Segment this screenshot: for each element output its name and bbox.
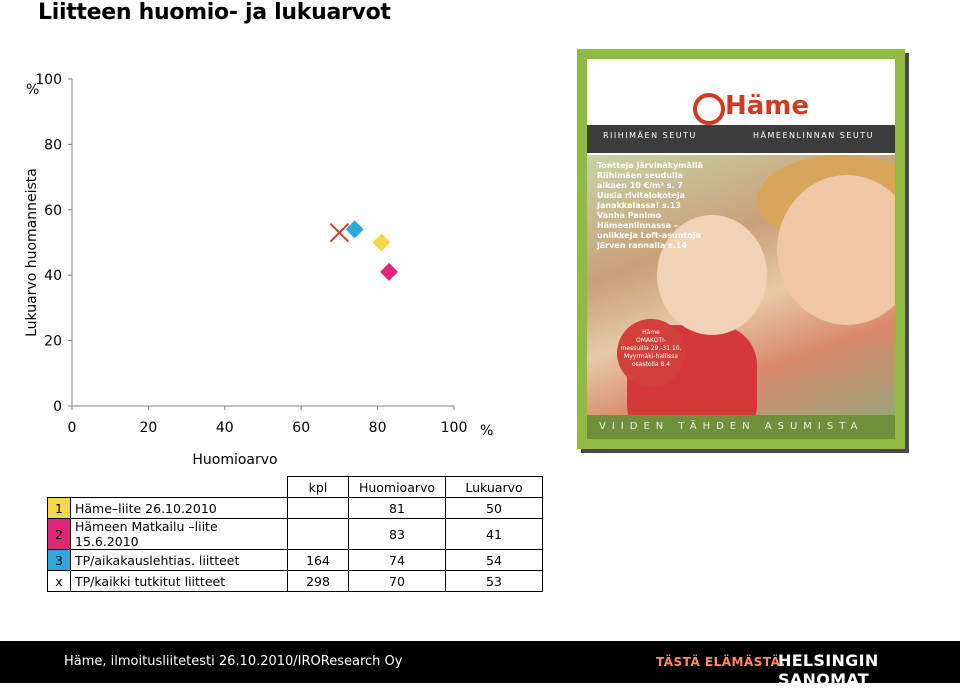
cover-photo (587, 155, 895, 415)
x-tick-label: 60 (292, 420, 311, 436)
footer-slogan: TÄSTÄ ELÄMÄSTÄ. (656, 655, 786, 669)
y-tick-label: 40 (44, 268, 62, 285)
column-header-huomioarvo: Huomioarvo (349, 477, 446, 498)
y-tick-label: 100 (35, 72, 62, 88)
cover-inner (587, 59, 895, 439)
magazine-cover (577, 49, 905, 449)
table-header-row (48, 477, 543, 498)
scatter-point-diamond (346, 220, 364, 238)
row-kpl (288, 498, 349, 519)
column-header-lukuarvo: Lukuarvo (446, 477, 543, 498)
page-footer (0, 641, 960, 689)
badge-line: Häme (642, 329, 660, 336)
table-row (48, 498, 543, 519)
cover-headline: järven rannalla s.14 (597, 241, 687, 250)
row-lukuarvo: 53 (446, 571, 543, 592)
y-axis-title: Lukuarvo huomanneista (24, 168, 40, 337)
row-lukuarvo: 50 (446, 498, 543, 519)
y-tick-label: 20 (44, 333, 62, 350)
row-huomioarvo: 74 (349, 550, 446, 571)
row-huomioarvo: 81 (349, 498, 446, 519)
footer-source: Häme, ilmoitusliitetesti 26.10.2010/IROResearch Oy (64, 654, 403, 669)
cover-logo: Häme (725, 91, 810, 121)
x-unit-label: % (480, 423, 494, 439)
hame-logo-icon (693, 93, 725, 125)
badge-line: messuilla 29.-31.10. (620, 345, 682, 352)
row-lukuarvo: 41 (446, 519, 543, 550)
cover-header (587, 59, 895, 155)
row-key: x (48, 571, 71, 592)
y-tick-label: 0 (53, 399, 62, 415)
y-tick-label: 60 (44, 202, 62, 219)
row-key: 1 (48, 498, 71, 519)
cover-headlines (597, 161, 703, 251)
results-table (47, 476, 543, 592)
scatter-chart (0, 40, 540, 480)
badge-line: Myyrmäki-hallissa (624, 353, 678, 360)
row-kpl (288, 519, 349, 550)
cover-band (587, 125, 895, 153)
x-tick-label: 40 (215, 420, 234, 436)
page-title: Liitteen huomio- ja lukuarvot (38, 0, 391, 25)
cover-band-right: HÄMEENLINNAN SEUTU (753, 131, 874, 140)
cover-badge (617, 319, 685, 387)
cover-footer (587, 415, 895, 439)
table-row (48, 571, 543, 592)
row-huomioarvo: 83 (349, 519, 446, 550)
badge-line: OMAKOTI- (636, 337, 666, 344)
cover-headline: Uusia rivitalokoteja (597, 191, 685, 200)
scatter-point-diamond (380, 263, 398, 281)
cover-headline: Janakkalassa! s.13 (597, 201, 681, 210)
row-name: Häme–liite 26.10.2010 (71, 498, 288, 519)
x-tick-label: 80 (368, 420, 387, 436)
x-tick-label: 0 (67, 420, 77, 436)
badge-line: osastolla 8.4 (631, 361, 671, 368)
cover-band-left: RIIHIMÄEN SEUTU (603, 131, 697, 140)
row-kpl: 164 (288, 550, 349, 571)
cover-headline: Hämeenlinnassa – (597, 221, 678, 230)
row-huomioarvo: 70 (349, 571, 446, 592)
x-tick-label: 100 (440, 420, 468, 436)
row-kpl: 298 (288, 571, 349, 592)
row-lukuarvo: 54 (446, 550, 543, 571)
table-row (48, 519, 543, 550)
header-spacer (71, 477, 288, 498)
cover-headline: uniikkeja Loft-asuntoja (597, 231, 701, 240)
row-key: 2 (48, 519, 71, 550)
cover-headline: Tontteja järvinäkymällä (597, 161, 703, 170)
row-key: 3 (48, 550, 71, 571)
row-name: TP/kaikki tutkitut liitteet (71, 571, 288, 592)
table-row (48, 550, 543, 571)
scatter-point-diamond (372, 234, 390, 252)
x-tick-label: 20 (139, 420, 158, 436)
cover-headline: Riihimäen seudulla (597, 171, 683, 180)
cover-headline: Vanha Panimo (597, 211, 662, 220)
y-tick-label: 80 (44, 137, 62, 154)
x-axis-title: Huomioarvo (192, 452, 278, 468)
row-name: TP/aikakauslehtias. liitteet (71, 550, 288, 571)
row-name: Hämeen Matkailu –liite 15.6.2010 (71, 519, 288, 550)
header-spacer (48, 477, 71, 498)
column-header-kpl: kpl (288, 477, 349, 498)
y-unit-label: % (26, 82, 40, 98)
cover-headline: alkaen 10 €/m² s. 7 (597, 181, 683, 190)
cover-footer-text: VIIDEN TÄHDEN ASUMISTA (599, 421, 864, 432)
footer-brand: HELSINGIN SANOMAT (778, 651, 879, 689)
